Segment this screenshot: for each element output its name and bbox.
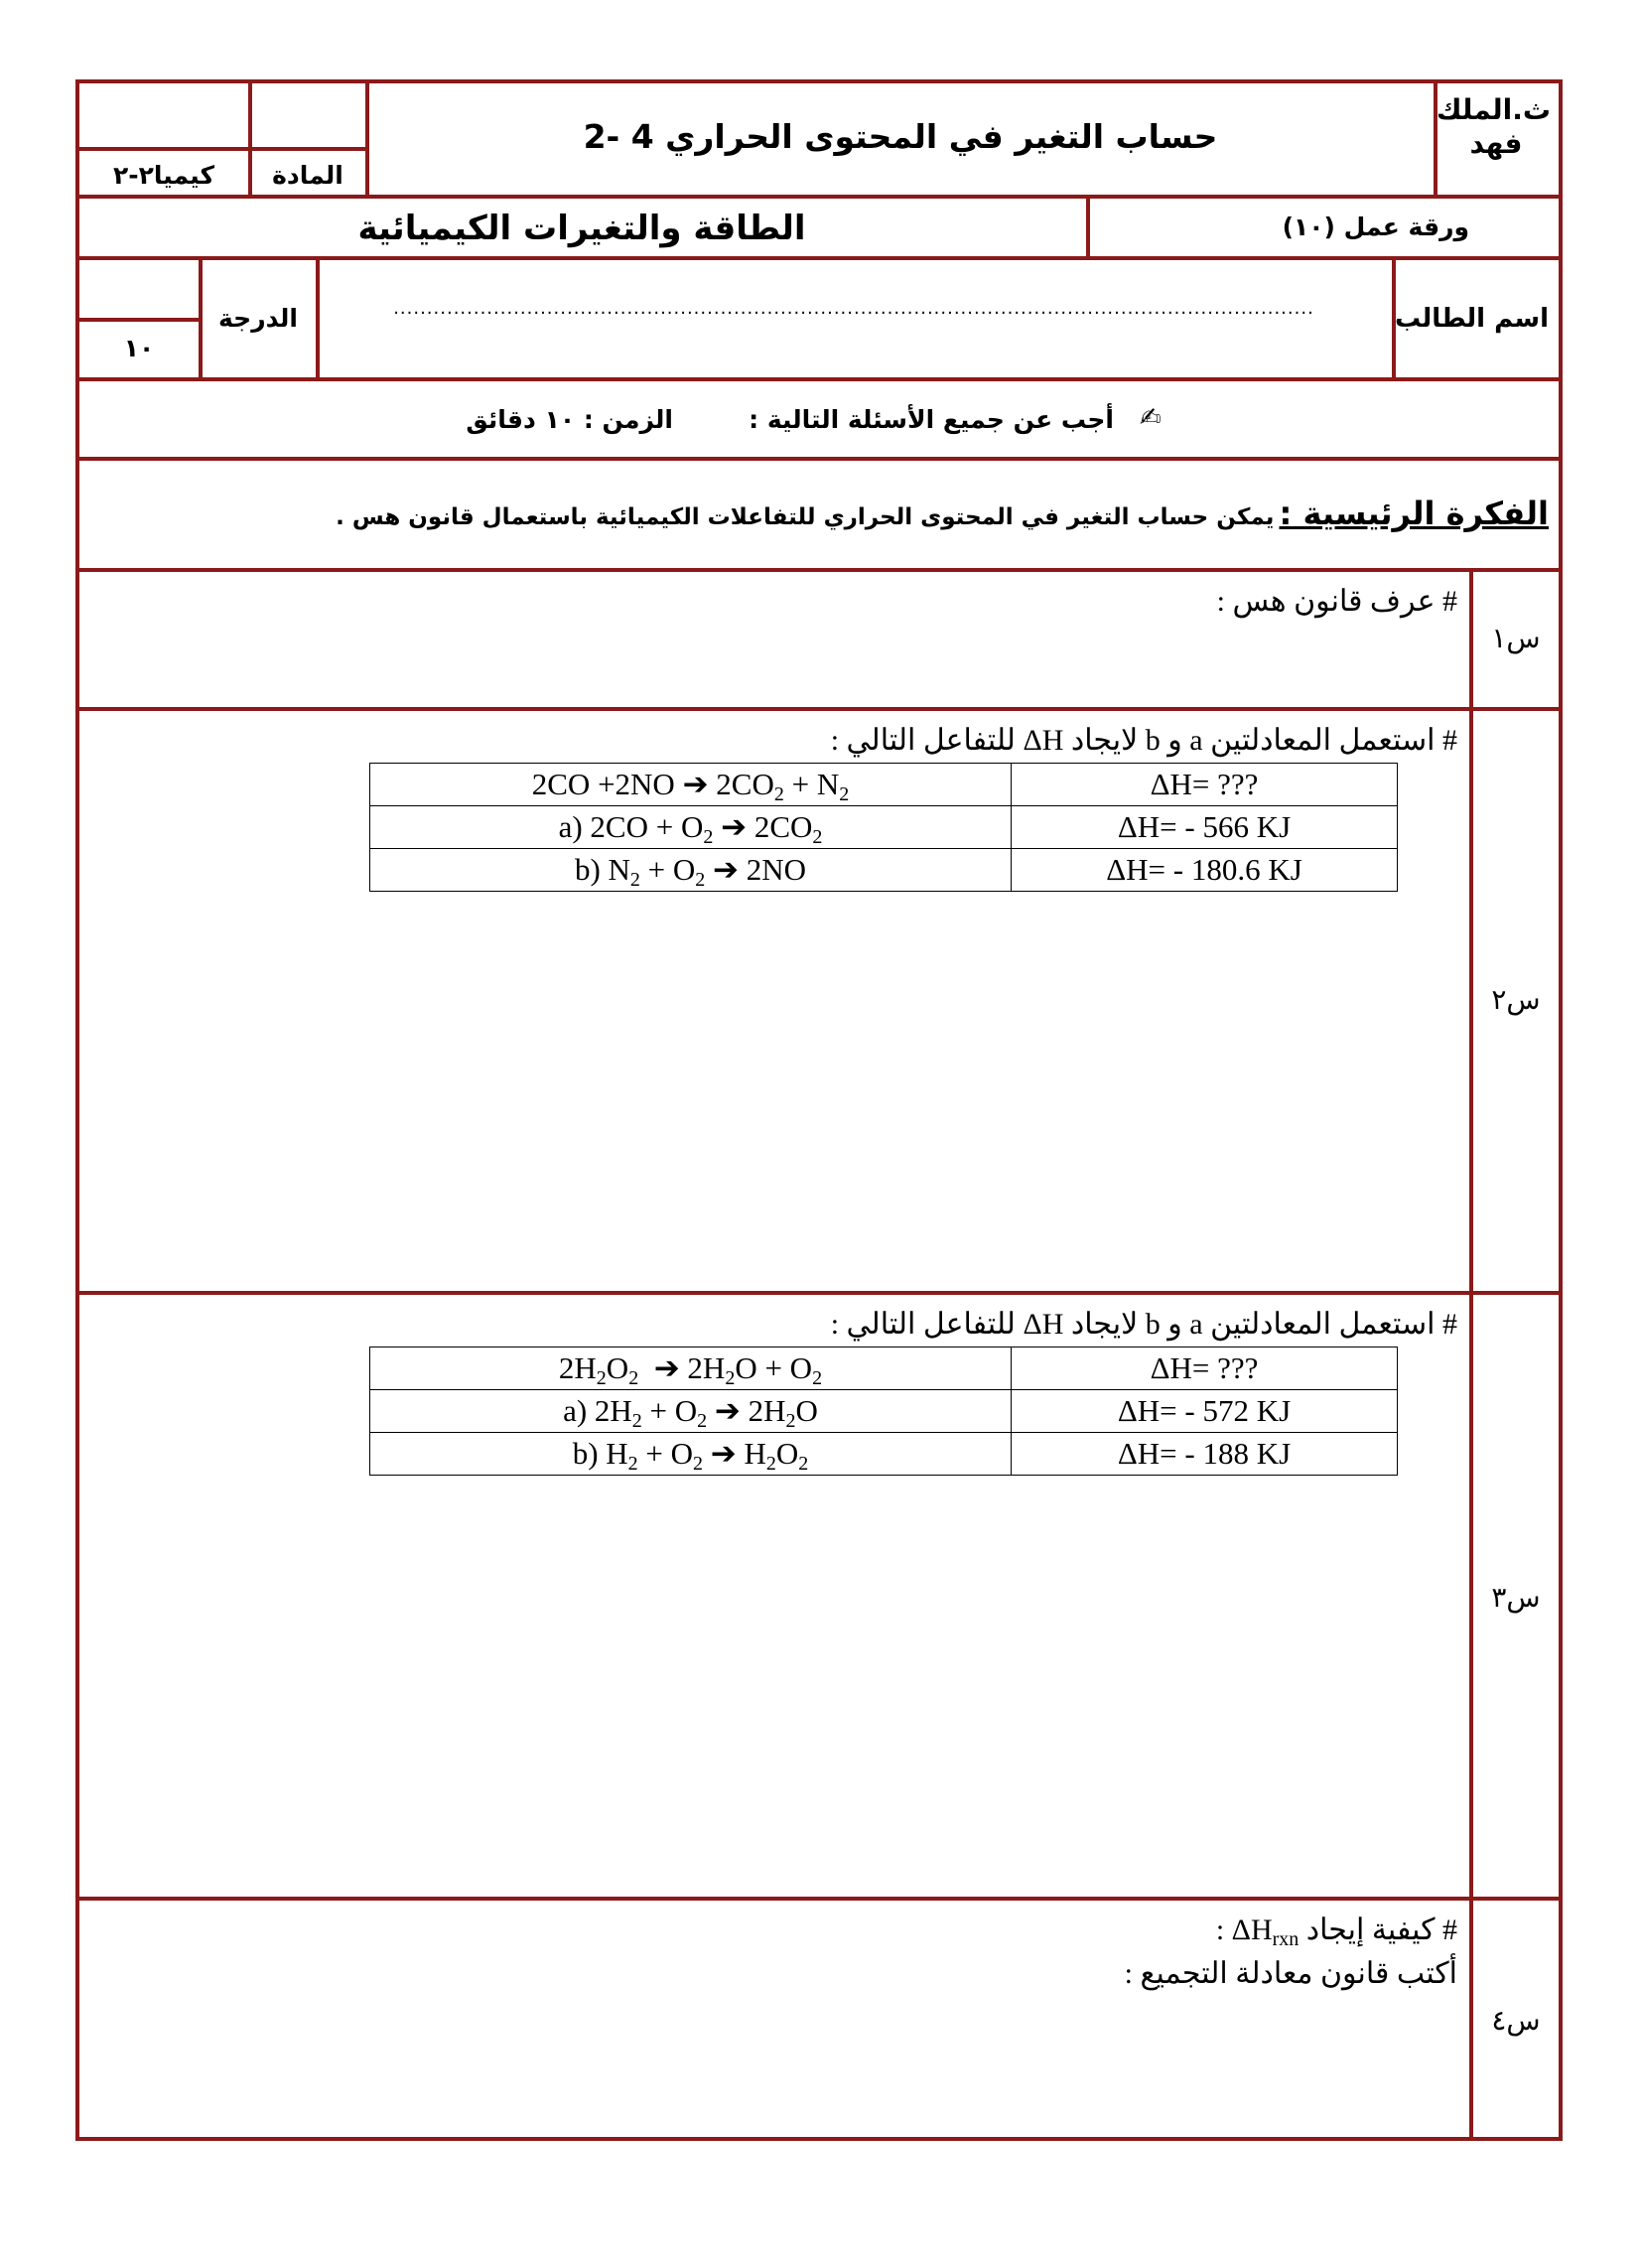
divider <box>75 377 1563 381</box>
divider <box>1086 195 1090 260</box>
divider <box>1469 568 1473 2141</box>
table-row <box>370 1433 1398 1476</box>
question-number: س٢ <box>1491 983 1541 1016</box>
question-text: # كيفية إيجاد $\Delta H_{rxn}$ : <box>1215 1914 1457 1950</box>
school-name: ث.الملك فهد <box>1436 93 1551 160</box>
enthalpy-cell: ΔH= ??? <box>1012 1347 1398 1390</box>
enthalpy-cell: ΔH= - 180.6 KJ <box>1012 849 1398 892</box>
subject-value: كيميا٢-٢ <box>112 161 215 190</box>
divider <box>75 1897 1563 1901</box>
divider <box>75 707 1563 711</box>
equation-table <box>369 1347 1398 1476</box>
unit-title: الطاقة والتغيرات الكيميائية <box>357 209 806 248</box>
divider <box>75 147 367 151</box>
table-row <box>370 1347 1398 1390</box>
equation-cell: b) $N_2 + O_2$ ➔ 2NO <box>370 849 1012 892</box>
table-row <box>370 764 1398 806</box>
divider <box>75 1291 1563 1295</box>
frame-right <box>1559 79 1563 2141</box>
student-name-label: اسم الطالب <box>1395 304 1549 334</box>
divider <box>316 256 320 381</box>
equation-cell: a) $2CO + O_2$ ➔ $2CO_2$ <box>370 806 1012 849</box>
enthalpy-cell: ΔH= - 188 KJ <box>1012 1433 1398 1476</box>
frame-bottom <box>75 2137 1563 2141</box>
frame-top <box>75 79 1563 83</box>
enthalpy-cell: ΔH= - 572 KJ <box>1012 1390 1398 1433</box>
answer-all-instruction: أجب عن جميع الأسئلة التالية : <box>749 405 1114 434</box>
question-text: # استعمل المعادلتين a و b لايجاد ΔH للتفاعل التالي : <box>830 1308 1457 1341</box>
time-limit: الزمن : ١٠ دقائق <box>466 405 673 434</box>
divider <box>75 195 1563 199</box>
grade-label: الدرجة <box>218 304 298 333</box>
divider <box>75 568 1563 572</box>
question-text: # استعمل المعادلتين a و b لايجاد ΔH للتفاعل التالي : <box>830 724 1457 757</box>
subject-label: المادة <box>272 161 343 190</box>
main-idea <box>336 495 1549 532</box>
equation-table <box>369 763 1398 892</box>
equation-cell: b) $H_2 + O_2$ ➔ $H_2O_2$ <box>370 1433 1012 1476</box>
worksheet-label: ورقة عمل (١٠) <box>1282 213 1469 241</box>
main-idea-text: يمكن حساب التغير في المحتوى الحراري للتفاعلات الكيميائية باستعمال قانون هس . <box>336 504 1275 530</box>
equation-cell: 2CO +2NO ➔ $2CO_2 + N_2$ <box>370 764 1012 806</box>
main-idea-label: الفكرة الرئيسية : <box>1279 495 1549 532</box>
grade-value: ١٠ <box>123 334 155 362</box>
table-row <box>370 849 1398 892</box>
question-number: س١ <box>1491 622 1541 654</box>
table-row <box>370 806 1398 849</box>
divider <box>75 318 201 322</box>
equation-cell: $2H_2O_2$ ➔ $2H_2O + O_2$ <box>370 1347 1012 1390</box>
equation-cell: a) $2H_2 + O_2$ ➔ $2H_2O$ <box>370 1390 1012 1433</box>
writing-hand-icon: ✍ <box>1140 403 1162 433</box>
frame-left <box>75 79 79 2141</box>
enthalpy-cell: ΔH= - 566 KJ <box>1012 806 1398 849</box>
question-text: أكتب قانون معادلة التجميع : <box>1124 1957 1457 1990</box>
divider <box>75 457 1563 461</box>
question-text: # عرف قانون هس : <box>1216 585 1457 618</box>
question-number: س٤ <box>1491 2004 1541 2037</box>
divider <box>75 256 1563 260</box>
page-title: حساب التغير في المحتوى الحراري 4 -2 <box>583 117 1218 156</box>
question-number: س٣ <box>1491 1581 1541 1614</box>
enthalpy-cell: ΔH= ??? <box>1012 764 1398 806</box>
table-row <box>370 1390 1398 1433</box>
student-name-field[interactable]: .......................................................................................................................................... <box>393 298 1314 319</box>
